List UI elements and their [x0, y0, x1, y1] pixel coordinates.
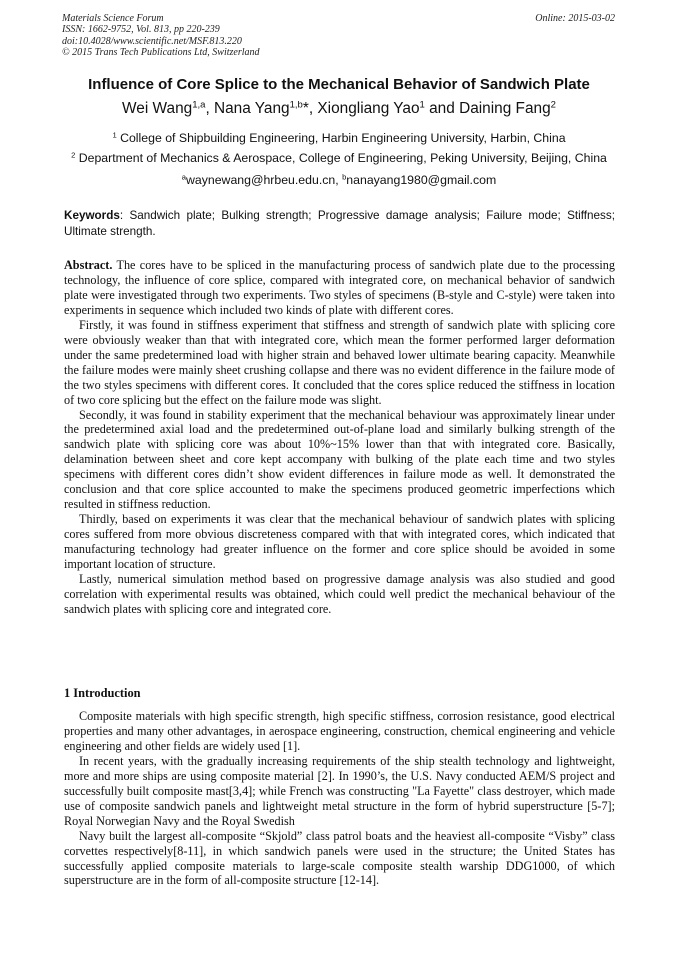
author-name: Xiongliang Yao	[317, 100, 420, 117]
journal-copyright: © 2015 Trans Tech Publications Ltd, Switzerland	[62, 47, 260, 59]
abstract-paragraph: Lastly, numerical simulation method based on progressive damage analysis was also studied and good correlation with experimental results was obtained, which could well predict the mechanical behaviour of the sandwich plates with splicing core and integrated core.	[64, 572, 615, 616]
email-superscript: b	[342, 172, 347, 182]
abstract-section	[64, 258, 615, 617]
abstract-text: The cores have to be spliced in the manufacturing process of sandwich plate due to the processing technology, the influence of core splice, compared with integrated core, on mechanical behavior of sandwich plate were investigated through two experiments. Two styles of specimens (B-style and C-style) were taken into experiments in sequence which included two kinds of plate with different cores.	[64, 258, 615, 317]
intro-paragraph: In recent years, with the gradually increasing requirements of the ship stealth technology and lightweight, more and more ships are using composite material [2]. In 1990’s, the U.S. Navy conducted AEM/S project and successfully built composite mast[3,4]; while French was constructing "La Fayette" class destroyer, which made use of composite sandwich panels and lightweight metal structure in the form of hybrid superstructure [5-7]; Royal Norwegian Navy and the Royal Swedish	[64, 753, 615, 828]
author-name: Daining Fang	[459, 100, 551, 117]
abstract-paragraph: Secondly, it was found in stability experiment that the mechanical behaviour was approximately linear under the predetermined axial load and the predetermined out-of-plane load and similarly bulking strength of the sandwich plate with splicing core was about 10%~15% lower than that with integrated core. Basically, delamination between sheet and core kept accompany with bulking of the plate each time and two styles specimens with different cores didn’t show evident differences in failure mode as well. It demonstrated the conclusion and that core splice accounted to make the specimens produced geometric imperfections which resulted in stiffness reduction.	[64, 407, 615, 512]
author-name: Wei Wang	[122, 100, 193, 117]
author-superscript: 1,a	[192, 99, 206, 111]
keywords-block	[64, 208, 615, 240]
intro-paragraph: Navy built the largest all-composite “Skjold” class patrol boats and the heaviest all-composite “Visby” class corvettes respectively[8-11], in which sandwich panels were used in the structure; the United States has successfully applied composite materials to large-scale composite stealth warship DDG1000, of which superstructure are in the form of all-composite structure [12-14].	[64, 828, 615, 888]
intro-paragraph: Composite materials with high specific strength, high specific stiffness, corrosion resistance, good electrical properties and many other advantages, in aerospace engineering, construction, chemical engineering and vehicle engineering and other fields are widely used [1].	[64, 709, 615, 753]
author-separator: ,	[205, 100, 214, 117]
author-emails	[40, 173, 638, 187]
paper-title: Influence of Core Splice to the Mechanical Behavior of Sandwich Plate	[88, 76, 590, 93]
keywords-label: Keywords	[64, 209, 120, 222]
author-separator: and	[424, 100, 460, 117]
journal-issn: ISSN: 1662-9752, Vol. 813, pp 220-239	[62, 24, 220, 36]
author-name: Nana Yang	[214, 100, 290, 117]
journal-header	[62, 13, 260, 59]
affiliation-2	[40, 151, 638, 165]
corresponding-mark: *	[302, 100, 309, 117]
email-address: waynewang@hrbeu.edu.cn,	[186, 173, 343, 187]
affiliation-superscript: 2	[71, 150, 76, 160]
email-superscript: a	[181, 172, 187, 182]
author-separator: ,	[308, 100, 318, 117]
affiliation-text: Department of Mechanics & Aerospace, College of Engineering, Peking University, Beijing, China	[75, 151, 607, 165]
affiliation-text: College of Shipbuilding Engineering, Harbin Engineering University, Harbin, China	[116, 131, 566, 145]
author-list	[40, 100, 638, 118]
author-superscript: 1,b	[289, 99, 303, 111]
abstract-label: Abstract.	[64, 258, 113, 272]
affiliation-1	[40, 131, 638, 145]
affiliation-superscript: 1	[112, 130, 117, 140]
online-date: Online: 2015-03-02	[535, 13, 615, 24]
keywords-text: : Sandwich plate; Bulking strength; Progressive damage analysis; Failure mode; Stiffness; Ultimate strength.	[64, 209, 615, 238]
author-superscript: 1	[419, 99, 425, 111]
introduction-section	[64, 709, 615, 888]
abstract-paragraph: Firstly, it was found in stiffness experiment that stiffness and strength of sandwich plate with splicing core were obviously weaker than that with integrated core, which mean the former performed larger deformation under the same predetermined load with higher strain and behaved lower ultimate bearing capacity. Meanwhile the failure modes were mainly sheet crushing collapse and there was no evident difference in the failure mode of the two styles specimens with different cores. It concluded that the cores splice reduced the stiffness in location of two core splicing but the effect on the failure mode was slight.	[64, 317, 615, 407]
abstract-paragraph: Thirdly, based on experiments it was clear that the mechanical behaviour of sandwich plates with splicing cores suffered from more obvious discreteness compared with that with integrated cores, which indicated that manufacturing technology had greater influence on the former and core splice should be avoided in some important location of structure.	[64, 512, 615, 572]
journal-name: Materials Science Forum	[62, 13, 164, 24]
author-superscript: 2	[550, 99, 556, 111]
journal-doi: doi:10.4028/www.scientific.net/MSF.813.220	[62, 35, 242, 47]
email-address: nanayang1980@gmail.com	[346, 173, 497, 187]
section-heading-introduction: 1 Introduction	[64, 686, 141, 700]
abstract-paragraph	[64, 258, 615, 318]
